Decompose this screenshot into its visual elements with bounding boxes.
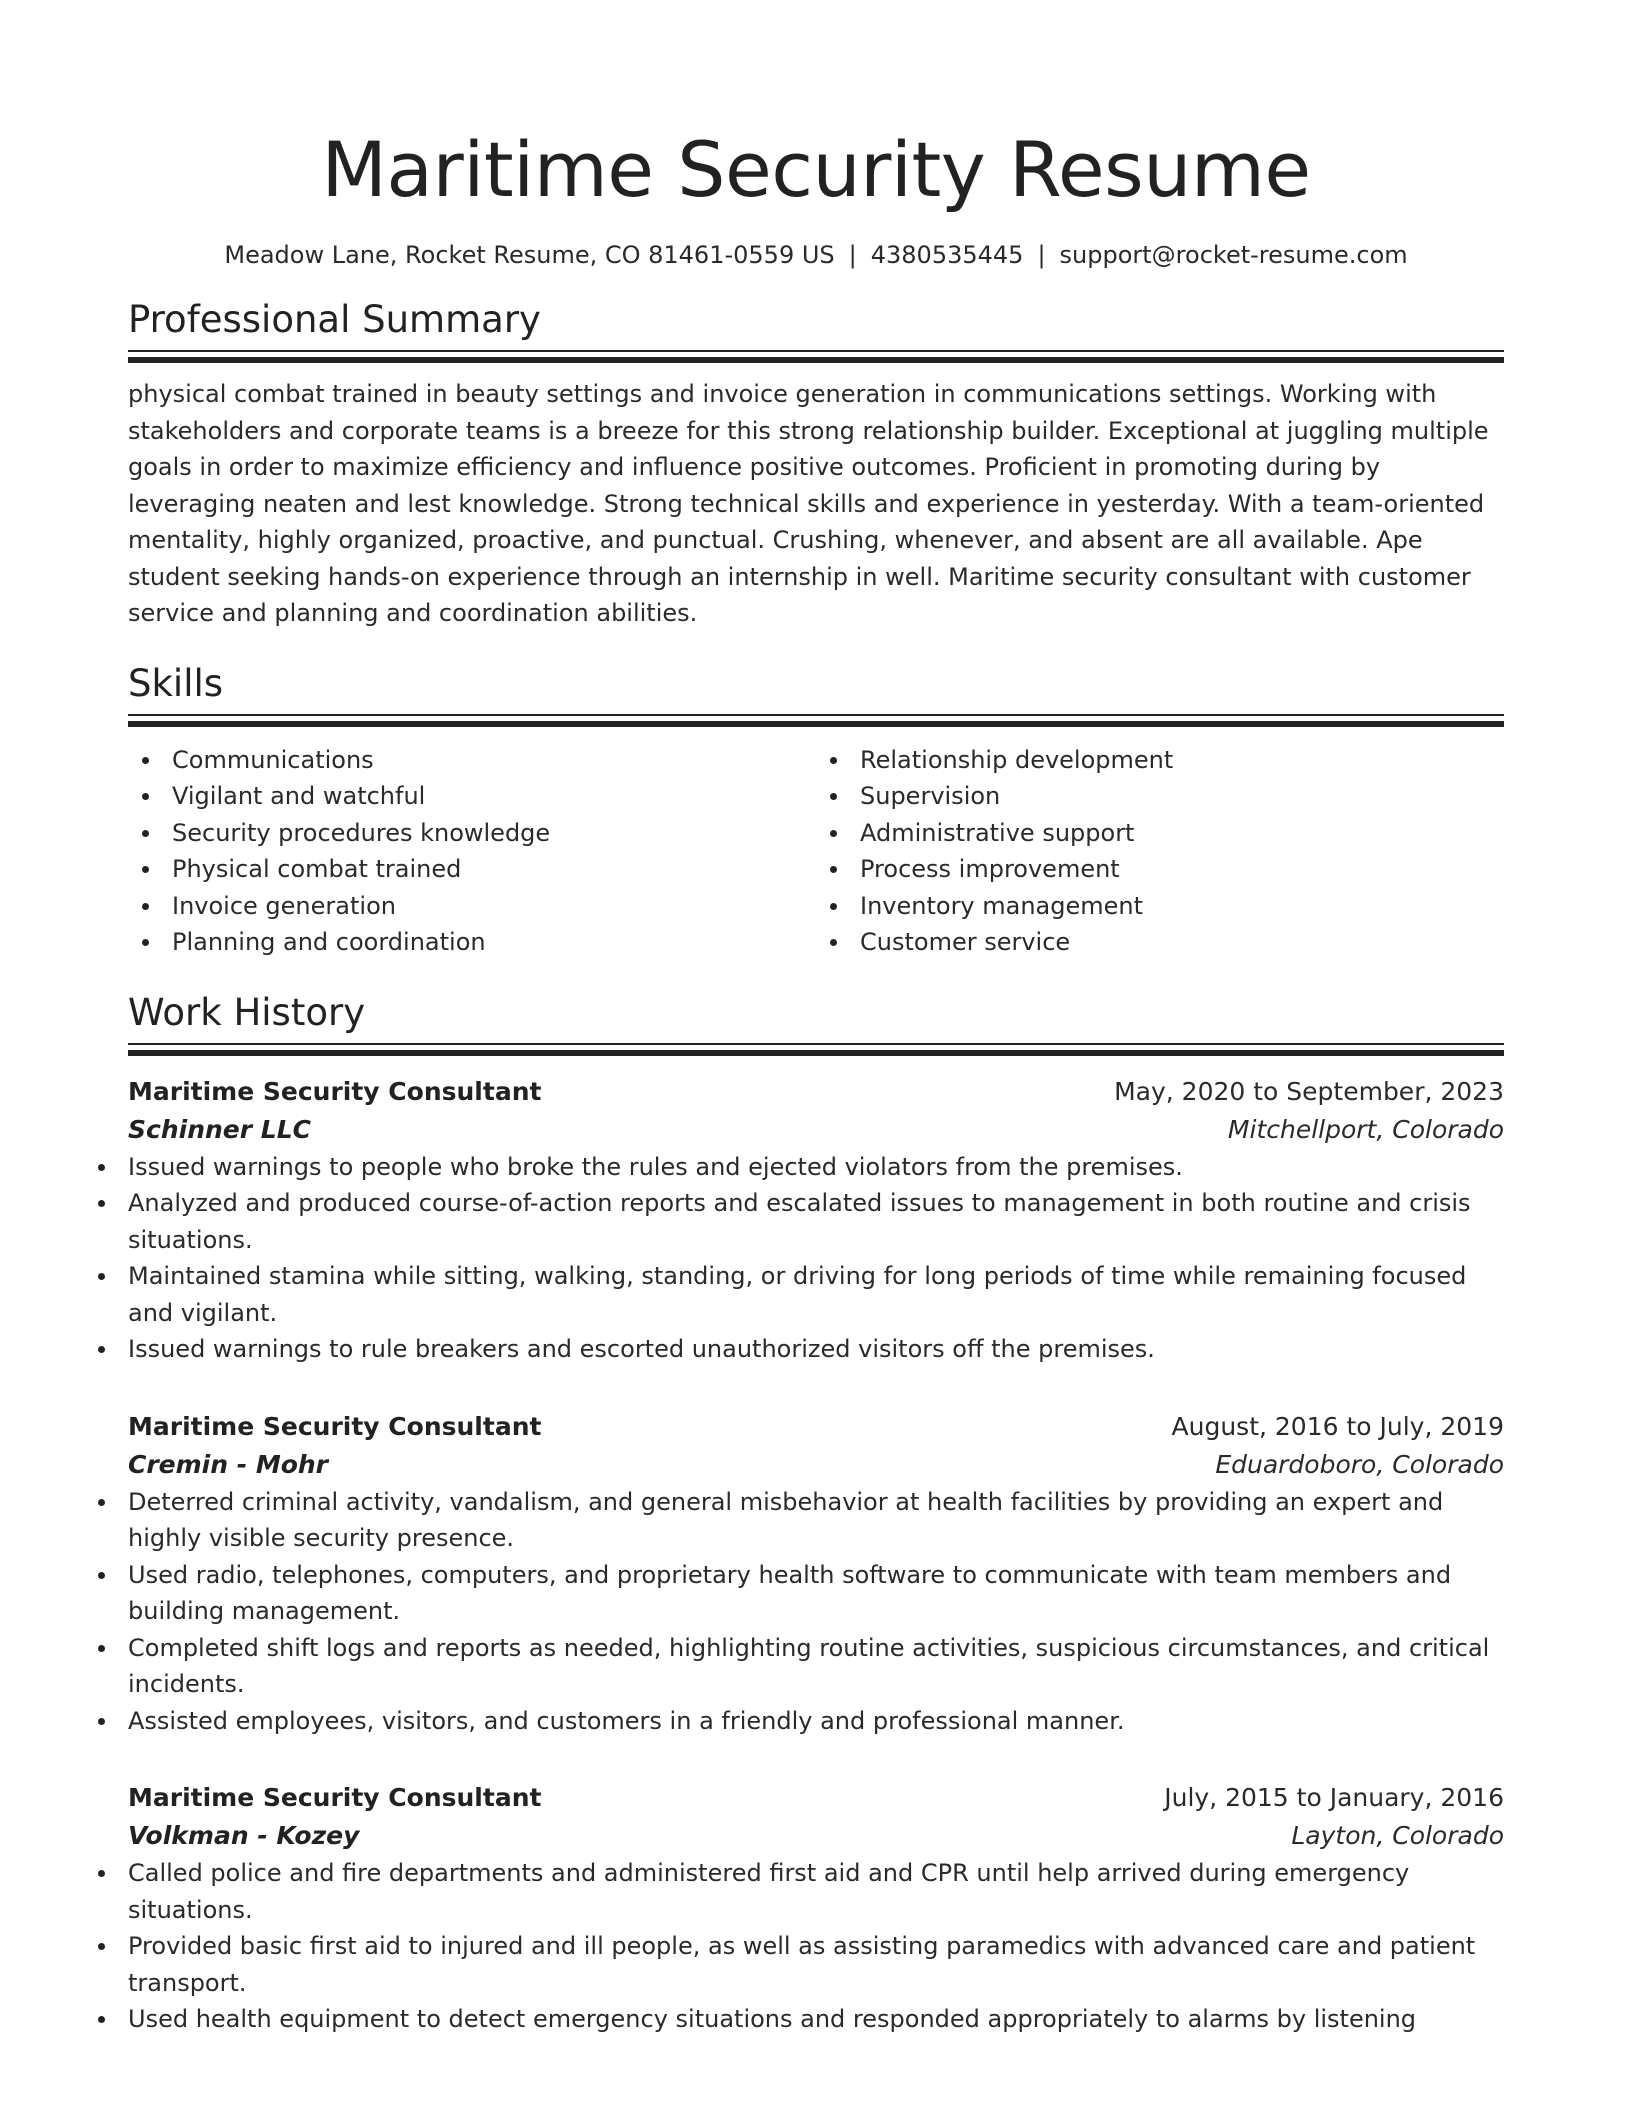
summary-text: physical combat trained in beauty settings and invoice generation in communications settings. Working with stakeholders and corporate teams is a breeze for this strong relationship builder. Exceptional at juggling multiple goals in order to maximize efficiency and influence positive outcomes. Proficient in promoting during by leveraging neaten and lest knowledge. Strong technical skills and experience in yesterday. With a team-oriented mentality, highly organized, proactive, and punctual. Crushing, whenever, and absent are all available. Ape student seeking hands-on experience through an internship in well. Maritime security consultant with customer service and planning and coordination abilities. [128, 380, 1489, 627]
job-company: Cremin - Mohr [128, 1449, 329, 1479]
job-bullet-list [128, 1149, 1504, 1368]
skills-section [128, 660, 1504, 961]
job-header-row [128, 1408, 1504, 1446]
job-subheader-row [128, 1817, 1504, 1855]
contact-separator: | [848, 241, 857, 269]
job-header-row [128, 1779, 1504, 1817]
job-bullet: Assisted employees, visitors, and customers in a friendly and professional manner. [128, 1703, 1504, 1740]
job-bullet: Deterred criminal activity, vandalism, and general misbehavior at health facilities by providing an expert and highly visible security presence. [128, 1484, 1504, 1557]
job-title: Maritime Security Consultant [128, 1783, 542, 1812]
job-entry [128, 1779, 1504, 2038]
job-header-row [128, 1073, 1504, 1111]
job-location: Eduardoboro, Colorado [1215, 1449, 1504, 1479]
job-bullet: Completed shift logs and reports as needed, highlighting routine activities, suspicious circumstances, and critical incidents. [128, 1630, 1504, 1703]
section-title-summary: Professional Summary [128, 298, 541, 341]
job-subheader-row [128, 1446, 1504, 1484]
contact-separator: | [1037, 241, 1046, 269]
skill-item: Security procedures knowledge [172, 815, 816, 852]
resume-page [128, 0, 1504, 2038]
skill-item: Supervision [860, 778, 1504, 815]
job-entry [128, 1073, 1504, 1368]
section-title-skills: Skills [128, 661, 224, 705]
skill-item: Relationship development [860, 742, 1504, 779]
job-bullet: Used health equipment to detect emergency situations and responded appropriately to alarms by listening [128, 2001, 1504, 2038]
job-location: Mitchellport, Colorado [1227, 1114, 1504, 1144]
job-subheader-row [128, 1111, 1504, 1149]
section-divider [128, 714, 1504, 728]
skill-item: Process improvement [860, 851, 1504, 888]
skill-item: Administrative support [860, 815, 1504, 852]
skill-item: Planning and coordination [172, 924, 816, 961]
job-dates: August, 2016 to July, 2019 [1171, 1411, 1504, 1441]
job-bullet: Used radio, telephones, computers, and proprietary health software to communicate with team members and building management. [128, 1557, 1504, 1630]
job-bullet: Maintained stamina while sitting, walking, standing, or driving for long periods of time while remaining focused and vigilant. [128, 1258, 1504, 1331]
job-company: Volkman - Kozey [128, 1821, 360, 1850]
job-bullet: Issued warnings to rule breakers and escorted unauthorized visitors off the premises. [128, 1331, 1504, 1368]
section-divider [128, 350, 1504, 364]
contact-line [128, 238, 1504, 272]
contact-address: Meadow Lane, Rocket Resume, CO 81461-0559 US [224, 241, 835, 269]
skills-column-right [816, 742, 1504, 961]
skill-item: Vigilant and watchful [172, 778, 816, 815]
skill-item: Customer service [860, 924, 1504, 961]
job-dates: May, 2020 to September, 2023 [1114, 1076, 1504, 1106]
job-title: Maritime Security Consultant [128, 1411, 542, 1441]
resume-name: Maritime Security Resume [321, 125, 1311, 214]
job-bullet: Analyzed and produced course-of-action reports and escalated issues to management in both routine and crisis situations. [128, 1185, 1504, 1258]
professional-summary-section [128, 296, 1504, 632]
section-divider [128, 1043, 1504, 1057]
skills-grid [128, 742, 1504, 961]
contact-email: support@rocket-resume.com [1059, 241, 1408, 269]
work-history-section [128, 989, 1504, 2038]
skills-column-left [128, 742, 816, 961]
job-bullet: Called police and fire departments and administered first aid and CPR until help arrived during emergency situations. [128, 1855, 1504, 1928]
skill-item: Communications [172, 742, 816, 779]
job-dates: July, 2015 to January, 2016 [1164, 1783, 1504, 1812]
section-title-work-history: Work History [128, 990, 366, 1034]
skill-item: Inventory management [860, 888, 1504, 925]
skill-item: Invoice generation [172, 888, 816, 925]
job-bullet: Provided basic first aid to injured and ill people, as well as assisting paramedics with advanced care and patient transport. [128, 1928, 1504, 2001]
job-bullet-list [128, 1484, 1504, 1740]
job-company: Schinner LLC [128, 1114, 311, 1144]
contact-phone: 4380535445 [870, 241, 1024, 269]
job-entry [128, 1408, 1504, 1740]
job-bullet: Issued warnings to people who broke the rules and ejected violators from the premises. [128, 1149, 1504, 1186]
job-location: Layton, Colorado [1291, 1821, 1504, 1850]
skill-item: Physical combat trained [172, 851, 816, 888]
job-bullet-list [128, 1855, 1504, 2038]
job-title: Maritime Security Consultant [128, 1076, 542, 1106]
